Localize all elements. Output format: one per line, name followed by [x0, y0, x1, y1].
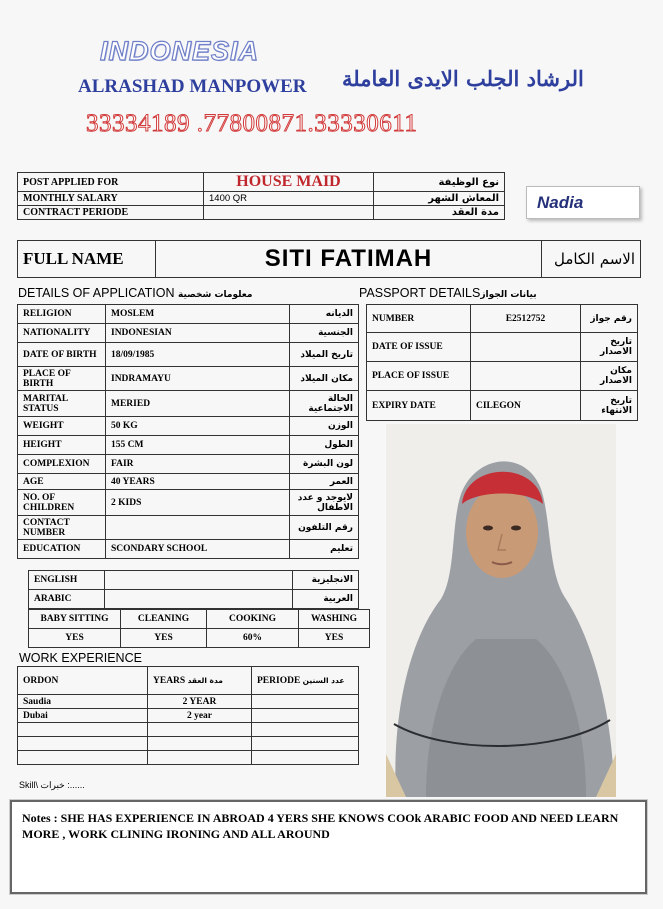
- details-row: [18, 343, 359, 367]
- passport-title: [359, 286, 537, 300]
- work-title: WORK EXPERIENCE: [19, 651, 142, 665]
- detail-label-ar: مكان الميلاد: [290, 367, 359, 391]
- passport-label: EXPIRY DATE: [367, 391, 471, 421]
- work-cell-country: Dubai: [18, 709, 148, 723]
- details-row: [18, 516, 359, 540]
- work-header-country: ORDON: [18, 667, 148, 695]
- details-title-en: DETAILS OF APPLICATION: [18, 286, 175, 300]
- passport-table: [366, 304, 638, 421]
- detail-label: HEIGHT: [18, 436, 106, 455]
- work-header-period-en: PERIODE: [257, 675, 301, 686]
- detail-label: CONTACT NUMBER: [18, 516, 106, 540]
- details-row: [18, 455, 359, 474]
- passport-label-ar: رقم جواز: [581, 305, 638, 333]
- job-label: CONTRACT PERIODE: [18, 206, 204, 220]
- job-label: MONTHLY SALARY: [18, 192, 204, 206]
- detail-label-ar: الديانه: [290, 305, 359, 324]
- detail-value: INDRAMAYU: [106, 367, 290, 391]
- detail-value: 40 YEARS: [106, 474, 290, 490]
- job-label-ar: المعاش الشهر: [374, 192, 505, 206]
- work-row: [18, 695, 359, 709]
- detail-value: SCONDARY SCHOOL: [106, 540, 290, 559]
- work-row: [18, 751, 359, 765]
- skill-value: 60%: [207, 629, 299, 648]
- work-header-period-ar: عدد السنين: [302, 675, 345, 685]
- agent-badge: [526, 186, 640, 219]
- details-row: [18, 417, 359, 436]
- agency-name: ALRASHAD MANPOWER: [78, 76, 307, 97]
- skill-header: CLEANING: [121, 610, 207, 629]
- details-row: [18, 490, 359, 516]
- agency-phones: 33334189 .77800871.33330611: [86, 110, 418, 137]
- full-name-value: SITI FATIMAH: [156, 241, 542, 278]
- passport-label: NUMBER: [367, 305, 471, 333]
- work-table: [17, 666, 359, 765]
- job-label-ar: نوع الوظيفة: [374, 173, 505, 192]
- work-cell-country: Saudia: [18, 695, 148, 709]
- detail-value: 18/09/1985: [106, 343, 290, 367]
- detail-label: EDUCATION: [18, 540, 106, 559]
- passport-row: [367, 362, 638, 391]
- job-value: HOUSE MAID: [204, 173, 374, 192]
- skill-header: BABY SITTING: [29, 610, 121, 629]
- skill-header: WASHING: [299, 610, 370, 629]
- full-name-label-ar: الاسم الكامل: [542, 241, 641, 278]
- full-name-table: [17, 240, 641, 278]
- work-cell-country: [18, 723, 148, 737]
- details-row: [18, 305, 359, 324]
- work-cell-period: [252, 723, 359, 737]
- agent-name: Nadia: [537, 193, 584, 212]
- detail-value: 2 KIDS: [106, 490, 290, 516]
- details-table: [17, 304, 359, 559]
- work-cell-country: [18, 751, 148, 765]
- details-row: [18, 324, 359, 343]
- detail-value: [106, 516, 290, 540]
- work-cell-years: [148, 737, 252, 751]
- detail-label-ar: العمر: [290, 474, 359, 490]
- language-row: [29, 590, 359, 609]
- detail-value: INDONESIAN: [106, 324, 290, 343]
- work-header-row: [18, 667, 359, 695]
- job-row: [18, 192, 505, 206]
- detail-label: COMPLEXION: [18, 455, 106, 474]
- passport-value: CILEGON: [471, 391, 581, 421]
- detail-label: NATIONALITY: [18, 324, 106, 343]
- language-label: ARABIC: [29, 590, 105, 609]
- job-row: [18, 206, 505, 220]
- language-value: [105, 571, 293, 590]
- work-cell-years: [148, 751, 252, 765]
- work-row: [18, 709, 359, 723]
- detail-label-ar: الحالة الاجتماعية: [290, 391, 359, 417]
- work-row: [18, 737, 359, 751]
- work-cell-years: 2 year: [148, 709, 252, 723]
- detail-label: AGE: [18, 474, 106, 490]
- passport-title-ar: بيانات الجواز: [480, 290, 537, 300]
- job-table: [17, 172, 505, 220]
- detail-label-ar: الوزن: [290, 417, 359, 436]
- language-label-ar: الانجليزية: [293, 571, 359, 590]
- job-label-ar: مدة العقد: [374, 206, 505, 220]
- details-row: [18, 540, 359, 559]
- detail-label-ar: الطول: [290, 436, 359, 455]
- work-cell-period: [252, 751, 359, 765]
- language-label: ENGLISH: [29, 571, 105, 590]
- notes-text: Notes : SHE HAS EXPERIENCE IN ABROAD 4 YERS SHE KNOWS COOk ARABIC FOOD AND NEED LEARN MORE , WORK CLINING IRONING AND ALL AROUND: [22, 811, 619, 841]
- passport-label-ar: تاريخ الانتهاء: [581, 391, 638, 421]
- work-cell-country: [18, 737, 148, 751]
- skill-value: YES: [299, 629, 370, 648]
- applicant-photo-illustration: [386, 424, 616, 797]
- detail-value: 155 CM: [106, 436, 290, 455]
- work-cell-years: [148, 723, 252, 737]
- skills-table: [28, 609, 370, 648]
- skill-line: Skill\ خبرات :......: [19, 780, 85, 790]
- skill-value: YES: [121, 629, 207, 648]
- detail-value: FAIR: [106, 455, 290, 474]
- passport-title-en: PASSPORT DETAILS: [359, 286, 481, 300]
- passport-value: E2512752: [471, 305, 581, 333]
- detail-label: MARITAL STATUS: [18, 391, 106, 417]
- work-cell-period: [252, 709, 359, 723]
- detail-value: 50 KG: [106, 417, 290, 436]
- passport-label-ar: مكان الاصدار: [581, 362, 638, 391]
- skills-value-row: [29, 629, 370, 648]
- detail-label-ar: الجنسية: [290, 324, 359, 343]
- passport-label: DATE OF ISSUE: [367, 333, 471, 362]
- detail-label-ar: رقم التلفون: [290, 516, 359, 540]
- details-row: [18, 474, 359, 490]
- full-name-label: FULL NAME: [18, 241, 156, 278]
- passport-value: [471, 362, 581, 391]
- detail-label: PLACE OF BIRTH: [18, 367, 106, 391]
- details-title-ar: معلومات شخصية: [178, 290, 253, 300]
- detail-value: MERIED: [106, 391, 290, 417]
- job-label: POST APPLIED FOR: [18, 173, 204, 192]
- work-header-years-en: YEARS: [153, 675, 186, 686]
- job-row: [18, 173, 505, 192]
- skills-header-row: [29, 610, 370, 629]
- passport-value: [471, 333, 581, 362]
- passport-row: [367, 305, 638, 333]
- detail-label: WEIGHT: [18, 417, 106, 436]
- work-header-period: [252, 667, 359, 695]
- work-header-years: [148, 667, 252, 695]
- work-cell-period: [252, 737, 359, 751]
- detail-label-ar: لون البشرة: [290, 455, 359, 474]
- work-row: [18, 723, 359, 737]
- detail-label-ar: تعليم: [290, 540, 359, 559]
- language-label-ar: العربية: [293, 590, 359, 609]
- details-row: [18, 391, 359, 417]
- work-cell-years: 2 YEAR: [148, 695, 252, 709]
- applicant-photo: [386, 424, 616, 797]
- details-row: [18, 367, 359, 391]
- detail-label: DATE OF BIRTH: [18, 343, 106, 367]
- skill-value: YES: [29, 629, 121, 648]
- job-value: [204, 206, 374, 220]
- passport-row: [367, 333, 638, 362]
- detail-label: NO. OF CHILDREN: [18, 490, 106, 516]
- country-title: INDONESIA: [100, 36, 260, 66]
- details-title: [18, 286, 252, 300]
- agency-name-arabic: الرشاد الجلب الايدى العاملة: [342, 66, 584, 91]
- detail-value: MOSLEM: [106, 305, 290, 324]
- details-row: [18, 436, 359, 455]
- notes-box: [10, 800, 647, 894]
- detail-label-ar: لايوجد و عدد الاطفال: [290, 490, 359, 516]
- work-cell-period: [252, 695, 359, 709]
- language-row: [29, 571, 359, 590]
- passport-row: [367, 391, 638, 421]
- detail-label-ar: تاريخ الميلاد: [290, 343, 359, 367]
- skill-header: COOKING: [207, 610, 299, 629]
- job-value: 1400 QR: [204, 192, 374, 206]
- passport-label-ar: تاريخ الاصدار: [581, 333, 638, 362]
- language-value: [105, 590, 293, 609]
- work-header-years-ar: مدة العقد: [187, 675, 223, 685]
- languages-table: [28, 570, 359, 609]
- detail-label: RELIGION: [18, 305, 106, 324]
- passport-label: PLACE OF ISSUE: [367, 362, 471, 391]
